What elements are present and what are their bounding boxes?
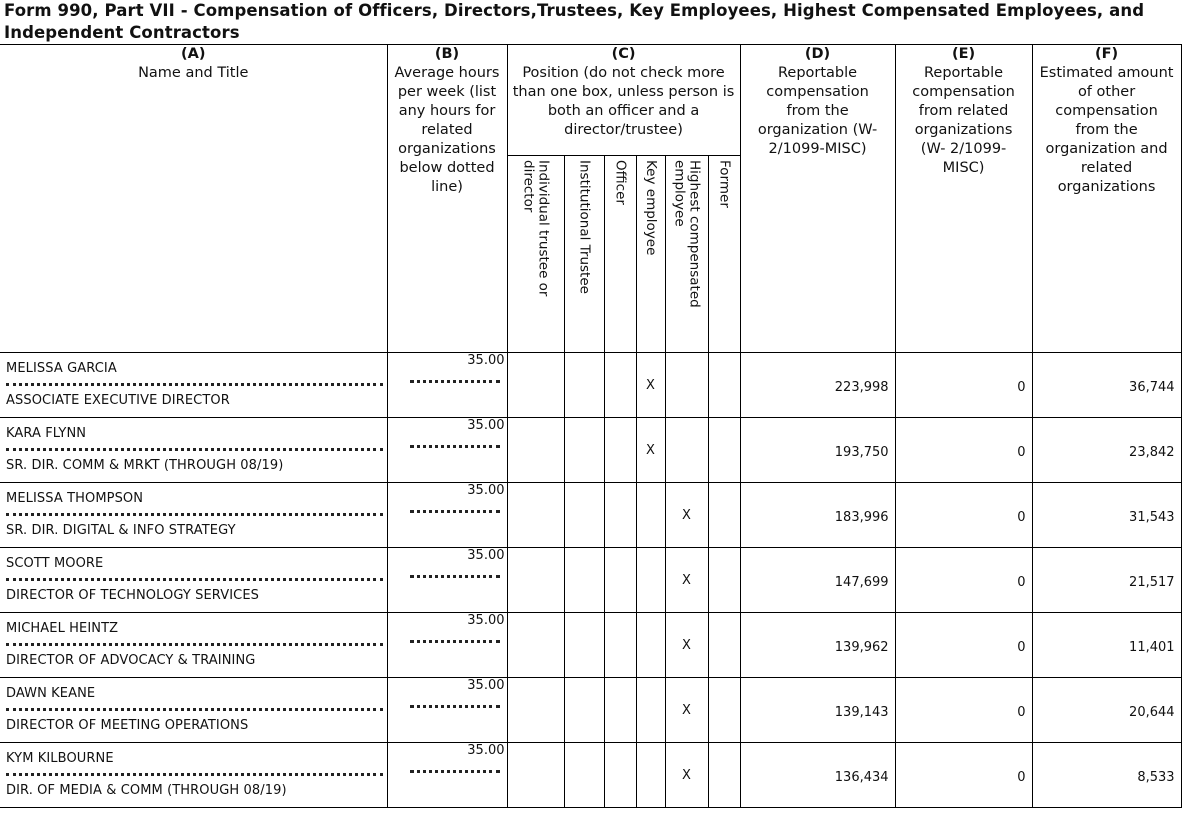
- person-name: SCOTT MOORE: [6, 556, 104, 571]
- column-e-letter: (E): [951, 46, 976, 62]
- other-comp-cell: [1032, 483, 1181, 548]
- highest-compensated-box: X: [665, 483, 708, 548]
- dotted-line: [410, 705, 500, 712]
- dotted-line: [6, 708, 383, 715]
- name-title-cell: [0, 678, 387, 743]
- hours-value: 35.00: [467, 353, 505, 368]
- individual-trustee-box: [507, 418, 564, 483]
- position-individual-trustee-header: [507, 156, 564, 353]
- dotted-line: [6, 513, 383, 520]
- highest-compensated-box: [665, 418, 708, 483]
- table-row: [0, 418, 1181, 483]
- person-name: MICHAEL HEINTZ: [6, 621, 119, 636]
- institutional-trustee-box: [564, 353, 604, 418]
- reportable-comp-related-cell: [895, 418, 1032, 483]
- hours-cell: [387, 743, 507, 808]
- position-label: Individual trustee or director: [520, 160, 552, 297]
- person-name: MELISSA GARCIA: [6, 361, 117, 376]
- column-b-letter: (B): [434, 46, 460, 62]
- name-title-cell: [0, 418, 387, 483]
- person-name: MELISSA THOMPSON: [6, 491, 144, 506]
- hours-value: 35.00: [467, 613, 505, 628]
- hours-value: 35.00: [467, 678, 505, 693]
- table-row: [0, 353, 1181, 418]
- reportable-comp-related-value: 0: [1017, 379, 1026, 395]
- hours-value: 35.00: [467, 418, 505, 433]
- compensation-table: [0, 44, 1182, 808]
- individual-trustee-box: [507, 678, 564, 743]
- dotted-line: [6, 643, 383, 650]
- individual-trustee-box: [507, 743, 564, 808]
- former-box: [708, 353, 740, 418]
- hours-cell: [387, 353, 507, 418]
- position-label: Officer: [612, 160, 629, 205]
- highest-compensated-box: X: [665, 678, 708, 743]
- reportable-comp-related-value: 0: [1017, 639, 1026, 655]
- institutional-trustee-box: [564, 678, 604, 743]
- former-box: [708, 743, 740, 808]
- key-employee-box: [636, 613, 665, 678]
- individual-trustee-box: [507, 548, 564, 613]
- hours-cell: [387, 483, 507, 548]
- column-e-text: Reportable compensation from related organizations (W- 2/1099-MISC): [912, 65, 1015, 176]
- dotted-line: [410, 575, 500, 582]
- reportable-comp-org-value: 223,998: [834, 379, 889, 395]
- reportable-comp-org-cell: [740, 743, 895, 808]
- institutional-trustee-box: [564, 418, 604, 483]
- key-employee-box: [636, 678, 665, 743]
- position-key-employee-header: [636, 156, 665, 353]
- column-d-text: Reportable compensation from the organization (W- 2/1099-MISC): [757, 65, 878, 157]
- reportable-comp-org-cell: [740, 678, 895, 743]
- reportable-comp-org-value: 139,962: [834, 639, 889, 655]
- institutional-trustee-box: [564, 743, 604, 808]
- reportable-comp-org-value: 193,750: [834, 444, 889, 460]
- other-comp-value: 8,533: [1137, 769, 1175, 785]
- other-comp-cell: [1032, 548, 1181, 613]
- position-institutional-trustee-header: [564, 156, 604, 353]
- reportable-comp-org-cell: [740, 353, 895, 418]
- other-comp-value: 20,644: [1129, 704, 1175, 720]
- key-employee-box: [636, 743, 665, 808]
- hours-value: 35.00: [467, 548, 505, 563]
- former-box: [708, 613, 740, 678]
- column-e-header: [895, 45, 1032, 353]
- dotted-line: [6, 773, 383, 780]
- person-name: DAWN KEANE: [6, 686, 96, 701]
- table-row: [0, 613, 1181, 678]
- person-title: DIRECTOR OF ADVOCACY & TRAINING: [6, 653, 256, 668]
- hours-cell: [387, 613, 507, 678]
- person-name: KARA FLYNN: [6, 426, 87, 441]
- key-employee-box: X: [636, 418, 665, 483]
- hours-value: 35.00: [467, 483, 505, 498]
- person-title: DIRECTOR OF TECHNOLOGY SERVICES: [6, 588, 259, 603]
- person-title: SR. DIR. DIGITAL & INFO STRATEGY: [6, 523, 236, 538]
- dotted-line: [410, 510, 500, 517]
- person-name: KYM KILBOURNE: [6, 751, 114, 766]
- position-label: Highest compensated employee: [671, 160, 703, 308]
- column-c-letter: (C): [611, 46, 636, 62]
- officer-box: [604, 743, 636, 808]
- other-comp-value: 23,842: [1129, 444, 1175, 460]
- highest-compensated-box: X: [665, 743, 708, 808]
- former-box: [708, 678, 740, 743]
- name-title-cell: [0, 548, 387, 613]
- other-comp-cell: [1032, 613, 1181, 678]
- dotted-line: [410, 445, 500, 452]
- individual-trustee-box: [507, 483, 564, 548]
- hours-cell: [387, 418, 507, 483]
- reportable-comp-related-value: 0: [1017, 769, 1026, 785]
- reportable-comp-org-value: 139,143: [834, 704, 889, 720]
- column-f-letter: (F): [1094, 46, 1119, 62]
- name-title-cell: [0, 613, 387, 678]
- reportable-comp-related-cell: [895, 353, 1032, 418]
- officer-box: [604, 678, 636, 743]
- column-b-header: [387, 45, 507, 353]
- position-former-header: [708, 156, 740, 353]
- reportable-comp-related-cell: [895, 548, 1032, 613]
- column-d-letter: (D): [804, 46, 831, 62]
- reportable-comp-org-value: 147,699: [834, 574, 889, 590]
- person-title: SR. DIR. COMM & MRKT (THROUGH 08/19): [6, 458, 284, 473]
- column-a-letter: (A): [181, 46, 206, 62]
- reportable-comp-org-value: 136,434: [834, 769, 889, 785]
- person-title: ASSOCIATE EXECUTIVE DIRECTOR: [6, 393, 230, 408]
- hours-cell: [387, 548, 507, 613]
- former-box: [708, 418, 740, 483]
- reportable-comp-org-cell: [740, 548, 895, 613]
- column-f-text: Estimated amount of other compensation from the organization and related organizations: [1039, 65, 1174, 195]
- officer-box: [604, 613, 636, 678]
- reportable-comp-related-value: 0: [1017, 509, 1026, 525]
- dotted-line: [410, 640, 500, 647]
- position-officer-header: [604, 156, 636, 353]
- reportable-comp-related-value: 0: [1017, 444, 1026, 460]
- other-comp-cell: [1032, 353, 1181, 418]
- highest-compensated-box: X: [665, 613, 708, 678]
- dotted-line: [410, 380, 500, 387]
- column-c-text: Position (do not check more than one box, unless person is both an officer and a director/trustee): [512, 65, 735, 138]
- other-comp-cell: [1032, 743, 1181, 808]
- column-d-header: [740, 45, 895, 353]
- individual-trustee-box: [507, 353, 564, 418]
- table-row: [0, 678, 1181, 743]
- officer-box: [604, 483, 636, 548]
- other-comp-cell: [1032, 418, 1181, 483]
- reportable-comp-org-value: 183,996: [834, 509, 889, 525]
- column-b-text: Average hours per week (list any hours for related organizations below dotted line): [394, 65, 500, 195]
- other-comp-cell: [1032, 678, 1181, 743]
- name-title-cell: [0, 743, 387, 808]
- former-box: [708, 483, 740, 548]
- name-title-cell: [0, 353, 387, 418]
- officer-box: [604, 548, 636, 613]
- column-a-header: [0, 45, 387, 353]
- column-a-text: Name and Title: [138, 65, 249, 81]
- position-label: Former: [716, 160, 733, 208]
- former-box: [708, 548, 740, 613]
- position-highest-compensated-header: [665, 156, 708, 353]
- position-label: Key employee: [643, 160, 659, 256]
- reportable-comp-related-cell: [895, 678, 1032, 743]
- table-row: [0, 548, 1181, 613]
- table-row: [0, 743, 1181, 808]
- column-f-header: [1032, 45, 1181, 353]
- reportable-comp-org-cell: [740, 483, 895, 548]
- other-comp-value: 21,517: [1129, 574, 1175, 590]
- reportable-comp-org-cell: [740, 613, 895, 678]
- institutional-trustee-box: [564, 483, 604, 548]
- reportable-comp-related-cell: [895, 743, 1032, 808]
- reportable-comp-related-value: 0: [1017, 574, 1026, 590]
- position-label: Institutional Trustee: [576, 160, 593, 294]
- individual-trustee-box: [507, 613, 564, 678]
- dotted-line: [410, 770, 500, 777]
- person-title: DIRECTOR OF MEETING OPERATIONS: [6, 718, 249, 733]
- reportable-comp-org-cell: [740, 418, 895, 483]
- institutional-trustee-box: [564, 548, 604, 613]
- reportable-comp-related-cell: [895, 613, 1032, 678]
- column-c-header: [507, 45, 740, 156]
- other-comp-value: 11,401: [1129, 639, 1175, 655]
- key-employee-box: [636, 548, 665, 613]
- officer-box: [604, 353, 636, 418]
- reportable-comp-related-value: 0: [1017, 704, 1026, 720]
- highest-compensated-box: [665, 353, 708, 418]
- other-comp-value: 31,543: [1129, 509, 1175, 525]
- name-title-cell: [0, 483, 387, 548]
- key-employee-box: [636, 483, 665, 548]
- dotted-line: [6, 448, 383, 455]
- person-title: DIR. OF MEDIA & COMM (THROUGH 08/19): [6, 783, 287, 798]
- dotted-line: [6, 578, 383, 585]
- highest-compensated-box: X: [665, 548, 708, 613]
- key-employee-box: X: [636, 353, 665, 418]
- form-title: Form 990, Part VII - Compensation of Officers, Directors,Trustees, Key Employees, Highest Compensated Employees, and Independent Contractors: [4, 1, 1145, 42]
- hours-value: 35.00: [467, 743, 505, 758]
- reportable-comp-related-cell: [895, 483, 1032, 548]
- hours-cell: [387, 678, 507, 743]
- table-row: [0, 483, 1181, 548]
- other-comp-value: 36,744: [1129, 379, 1175, 395]
- institutional-trustee-box: [564, 613, 604, 678]
- officer-box: [604, 418, 636, 483]
- dotted-line: [6, 383, 383, 390]
